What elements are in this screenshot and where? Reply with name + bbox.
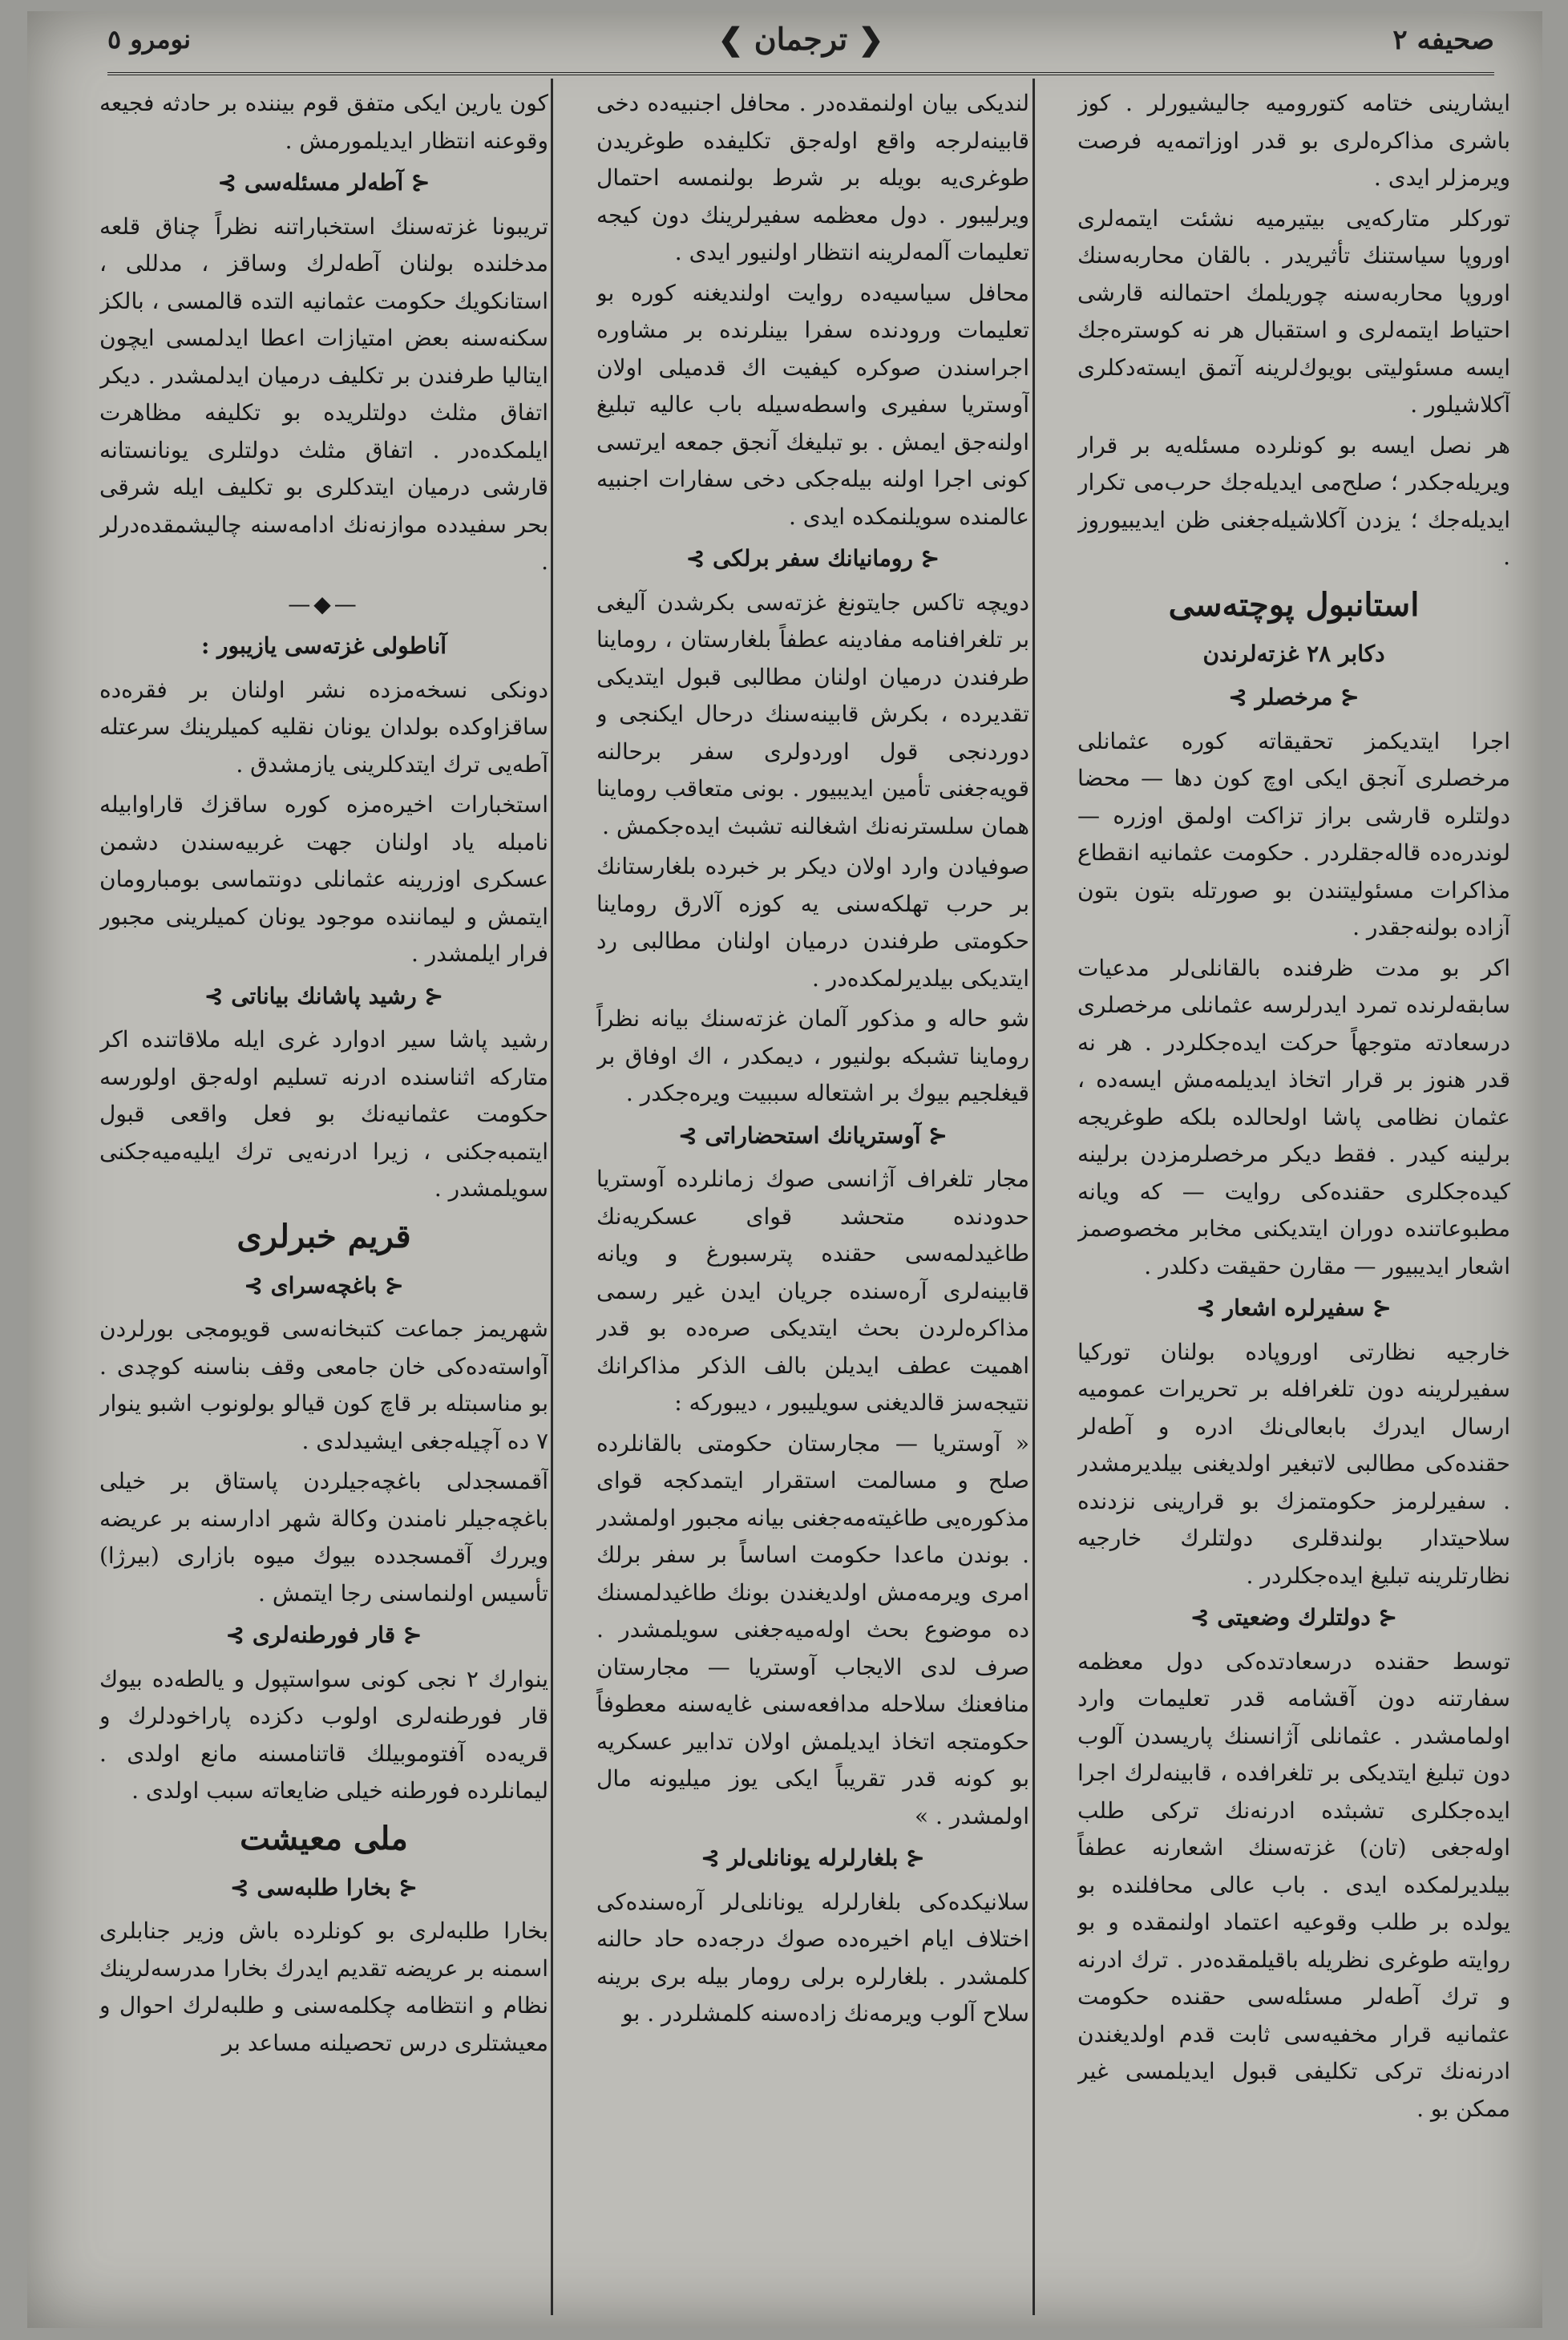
dateline: دكابر ۲۸ غزته‌لرندن: [1202, 640, 1385, 667]
paragraph: كون يارين ايكى متفق قوم بيننده بر حادثه فجيعه وقوعنه انتظار ايديلمورمش .: [99, 90, 548, 154]
paragraph: صوفيادن وارد اولان ديكر بر خبرده بلغارستانك بر حرب تهلكه‌سنى يه كوزه آلارق روماينا حكومتى طرفندن درميان اولنان مطالبى رد ايتديكى بيلديرلمكده‌در .: [596, 853, 1029, 992]
paragraph: دونكى نسخه‌مزده نشر اولنان بر فقره‌ده ساقزاوكده بولدان يونان نقليه كميلرينك سرعتله آطه‌يى ترك ايتدكلرينى يازمشدق .: [99, 676, 548, 778]
column-divider-left: [551, 79, 553, 2315]
column-right: [1077, 85, 1510, 2314]
subheading-bakhchisaray: ⊰ باغچه‌سراى ⊱: [99, 1267, 548, 1305]
paragraph: توركلر متاركه‌يى بيتيرميه نشئت ايتمه‌لرى اوروپا سياستنك تأثيريدر . بالقان محاربه‌سنك اوروپا محاربه‌سنه چوريلمك احتمالنه قارشى احتياط ايتمه‌لرى و استقبال هر نه كوستره‌جك ايسه مسئوليتى بويوك‌لرينه آتمق ايسته‌دكلرى آكلاشيلور .: [1077, 204, 1510, 418]
newspaper-page: [27, 11, 1542, 2328]
paragraph: آقمسجدلى باغچه‌جيلردن پاستاق بر خيلى باغچه‌جيلر نامندن وكالة شهر ادارسنه بر عريضه ويررك آقمسجدده بيوك ميوه بازارى (بيرژا) تأسيس اولنماسنى رجا ايتمش .: [99, 1468, 548, 1606]
paragraph: شهريمز جماعت كتبخانه‌سى قويومجى بورلردن آواسته‌ده‌كى خان جامعى وقف بناسنه كوچدى . بو مناسبتله بر قاچ كون قيالو بولونوب اشبو ينوار ۷ ده آچيله‌جغى ايشيدلدى .: [99, 1315, 548, 1454]
paragraph: اكر بو مدت ظرفنده بالقانلى‌لر مدعيات سابقه‌لرنده تمرد ايدرلرسه عثمانلى مرخصلرى درسعادته متوجهاً حركت ايده‌جكلردر . هر نه قدر هنوز بر قرار اتخاذ ايديلمه‌مش ايسه‌ده ، عثمان نظامى پاشا اولحالده بلكه طوغريجه برلينه كيدر . فقط ديكر مرخصلرمزدن برلينه كيده‌جكلرى حقنده‌كى روايت — كه ويانه مطبوعاتنده دوران ايتديكنى مخابر مخصوصمز اشعار ايديبيور — مقارن حقيقت دكلدر .: [1077, 954, 1510, 1279]
section-heading-istanbul-mail: استانبول پوچته‌سى: [1168, 585, 1420, 624]
column-divider-right: [1033, 79, 1035, 2315]
paragraph: تريبونا غزته‌سنك استخباراتنه نظراً چناق قلعه مدخلنده بولنان آطه‌لرك وساقز ، مدللى ، استانكويك حكومت عثمانيه التده قالمسى ، بالكز سكنه‌سنه بعض امتيازات اعطا ايدلمسى ايچون ايتاليا طرفندن بر تكليف درميان ايدلمشدر . ديكر اتفاق مثلث دولتلريده بو تكليفه مظاهرت ايلمكده‌در . اتفاق مثلث دولتلرى يونانستانه قارشى درميان ايتدكلرى بو تكليف ايله شرقى بحر سفيدده موازنه‌نك ادامه‌سنه چاليشمقده‌درلر .: [99, 212, 548, 575]
subheading-bukhara-students: ⊰ بخارا طلبه‌سى ⊱: [99, 1869, 548, 1907]
ornamental-divider: —◆—: [288, 590, 360, 617]
paragraph: ينوارك ۲ نجى كونى سواستپول و يالطه‌ده بيوك قار فورطنه‌لرى اولوب دكزده پاراخودلرك و قريه‌ده آفتوموبيلك قاتنامسنه مانع اولدى . ليمانلرده فورطنه خيلى ضايعاته سبب اولدى .: [99, 1665, 548, 1804]
paragraph: خارجيه نظارتى اوروپاده بولنان توركيا سفيرلرينه دون تلغرافله بر تحريرات عموميه ارسال ايدرك بابعالى‌نك ادره و آطه‌لر حقنده‌كى مطالبى لاتبغير اولديغنى بيلديرمشدر . سفيرلرمز حكومتمزك بو قرارينى نزدنده سلاحيتدار بولندقلرى دولتلرك خارجيه نظارتلرينه تبليغ ايده‌جكلردر .: [1077, 1338, 1510, 1589]
subheading-snow-storms: ⊰ قار فورطنه‌لرى ⊱: [99, 1617, 548, 1655]
paragraph: لنديكى بيان اولنمقده‌در . محافل اجنبيه‌ده دخى قابينه‌لرجه واقع اوله‌جق تكليفده طوغريدن طوغرى‌يه بويله بر شرط بولنمسه احتمال ويرليبور . دول معظمه سفيرلرينك دون كيجه تعليمات آلمه‌لرينه انتظار اولنيور ايدى .: [596, 90, 1029, 265]
subheading-anadolu-newspaper: آناطولى غزته‌سى يازيبور :: [200, 632, 447, 659]
paragraph: بخارا طلبه‌لرى بو كونلرده باش وزير جنابلرى اسمنه بر عريضه تقديم ايدرك بخارا مدرسه‌لرينك نظام و انتظامه چكلمه‌سنى و طلبه‌لرك احوال و معيشتلرى درس تحصيلنه مساعد بر: [99, 1918, 548, 2056]
paragraph: دويچه تاكس جايتونغ غزته‌سى بكرشدن آليغى بر تلغرافنامه مفادينه عطفاً بلغارستان ، روماينا طرفندن درميان اولنان مطالبى قبول ايتديكى تقديرده ، بكرش قابينه‌سنك درحال ايكنجى و دوردنجى قول اوردولرى سفر برحالنه قويه‌جغنى تأمين ايديبيور . بونى متعاقب روماينا همان سلسترنه‌نك اشغالنه تشبث ايده‌جكمش .: [596, 588, 1029, 839]
paragraph: مجار تلغراف آژانسى صوك زمانلرده آوستريا حدودنده متحشد قواى عسكريه‌نك طاغيدلمه‌سى حقنده پترسبورغ و ويانه قابينه‌لرى آره‌سنده جريان ايدن غير رسمى مذاكره‌لردن بحث ايتديكى صره‌ده بو قدر اهميت عطف ايديلن بالف الذكر مذاكرانك نتيجه‌سز قالديغنى سويليبور ، ديبوركه :: [596, 1166, 1029, 1416]
paragraph: شو حاله و مذكور آلمان غزته‌سنك بيانه نظراً روماينا تشبكه بولنيور ، ديمكدر ، اك اوفاق بر قيغلجيم بيوك بر اشتعاله سببيت ويره‌جكدر .: [596, 1005, 1029, 1106]
subheading-delegates: ⊰ مرخصلر ⊱: [1077, 679, 1510, 717]
subheading-rashid-pasha: ⊰ رشيد پاشانك بياناتى ⊱: [99, 978, 548, 1016]
subheading-islands-question: ⊰ آطه‌لر مسئله‌سى ⊱: [99, 164, 548, 202]
column-left: [99, 85, 548, 2314]
page-number-label: صحيفه ۲: [1392, 24, 1494, 56]
section-heading-national-life: ملى معيشت: [240, 1819, 408, 1857]
paragraph: ايشارينى ختامه كتوروميه جاليشيورلر . كوز باشرى مذاكره‌لرى بو قدر اوزاتمه‌يه فرصت ويرمزلر ايدى .: [1077, 90, 1510, 191]
newspaper-title: ❮ ترجمان ❯: [718, 21, 884, 57]
paragraph: اجرا ايتديكمز تحقيقاته كوره عثمانلى مرخصلرى آنجق ايكى اوچ كون دها — محضا دولتلره قارشى براز تزاكت اولمق اوزره — لوندره‌ده قاله‌جقلردر . حكومت عثمانيه انقطاع مذاكرات مسئوليتندن بو صورتله بتون بتون آزاده بولنه‌جقدر .: [1077, 727, 1510, 940]
masthead-rule: [107, 72, 1494, 75]
subheading-romania-mobilization: ⊰ رومانيانك سفر برلكى ⊱: [596, 540, 1029, 578]
masthead: [107, 19, 1494, 71]
paragraph: هر نصل ايسه بو كونلرده مسئله‌يه بر قرار ويريله‌جكدر ؛ صلح‌مى ايديله‌جك حرب‌مى تكرار ايديله‌جك ؛ يزدن آكلاشيله‌جغنى ظن ايديبيوروز .: [1077, 431, 1510, 570]
paragraph: توسط حقنده درسعادتده‌كى دول معظمه سفارتنه دون آقشامه قدر تعليمات وارد اولمامشدر . عثمانلى آژانسنك پاريسدن آلوب دون تبليغ ايتديكى بر تلغرافده ، قابينه‌لرك اجرا ايده‌جكلرى تشبثده ادرنه‌نك تركى طلب اوله‌جغى (تان) غزته‌سنك اشعارنه عطفاً بيلديرلمكده ايدى . باب عالى محافلنده بو يولده بر طلب وقوعيه اعتماد اولنمقده و بو روايته طوغرى نظريله باقيلمقده‌در . ترك ادرنه و ترك آطه‌لر مسئله‌سى حقنده حكومت عثمانيه قرار مخفيه‌سى ثابت قدم اولديغندن ادرنه‌نك تركى تكليفى قبول ايديلمسى غير ممكن بو .: [1077, 1647, 1510, 2122]
subheading-austria-preparations: ⊰ آوستريانك استحضاراتى ⊱: [596, 1117, 1029, 1155]
paragraph: استخبارات اخيره‌مزه كوره ساقزك قاراوابيله نامبله ياد اولنان جهت غربيه‌سندن دشمن عسكرى اوزرينه عثمانلى دونتماسى بومبارومان ايتمش و ليماننده موجود يونان كميلرينى مجبور فرار ايلمشدر .: [99, 791, 548, 967]
paragraph: رشيد پاشا سير ادوارد غرى ايله ملاقاتنده اكر متاركه اثناسنده ادرنه تسليم اوله‌جق اولورسه حكومت عثمانيه‌نك بو فعل واقعى قبول ايتمبه‌جكنى ، زيرا ادرنه‌يى ترك ايليه‌ميه‌جكنى سويلمشدر .: [99, 1026, 548, 1202]
issue-number-label: نومرو ٥: [107, 24, 192, 55]
subheading-bulgars-greeks: ⊰ بلغارلرله يونانلى‌لر ⊱: [596, 1840, 1029, 1877]
paragraph: محافل سياسيه‌ده روايت اولنديغنه كوره بو تعليمات ورودنده سفرا بينلرنده بر مشاوره اجراسندن صوكره كيفيت اك قدميلى اولان آوستريا سفيرى واسطه‌سيله باب عاليه تبليغ اولنه‌جق ايمش . بو تبليغك آنجق جمعه ايرتسى كونى اجرا اولنه بيله‌جكى دخى سفارات اجنبيه عالمنده سويلنمكده ايدى .: [596, 279, 1029, 530]
subheading-powers-position: ⊰ دولتلرك وضعيتى ⊱: [1077, 1599, 1510, 1637]
paragraph: « آوستريا — مجارستان حكومتى بالقانلرده صلح و مسالمت استقرار ايتمدكجه قواى مذكوره‌يى طاغيته‌مه‌جغنى بيانه مجبور اولمشدر . بوندن ماعدا حكومت اساساً بر سفر برلك امرى ويرمه‌مش اولديغندن بونك طاغيدلمسنك ده موضوع بحث اوله‌ميه‌جغنى سويلمشدر . صرف لدى الايجاب آوستريا — مجارستان منافعنك سلاحله مدافعه‌سنى غايه‌سنه معطوفاً حكومتجه اتخاذ ايديلمش اولان تدابير عسكريه بو كونه قدر تقريباً ايكى يوز ميليونه مال اولمشدر . »: [596, 1429, 1029, 1829]
column-middle: [596, 85, 1029, 2314]
subheading-ambassadors: ⊰ سفيرلره اشعار ⊱: [1077, 1290, 1510, 1328]
paragraph: سلانيكده‌كى بلغارلرله يونانلى‌لر آره‌سنده‌كى اختلاف ايام اخيره‌ده صوك درجه‌ده حاد حالنه كلمشدر . بلغارلره برلى رومار بيله برى برينه سلاح آلوب ويرمه‌نك زاده‌سنه كلمشلردر . بو: [596, 1888, 1029, 2027]
section-heading-crimea-news: قريم خبرلرى: [236, 1217, 411, 1255]
